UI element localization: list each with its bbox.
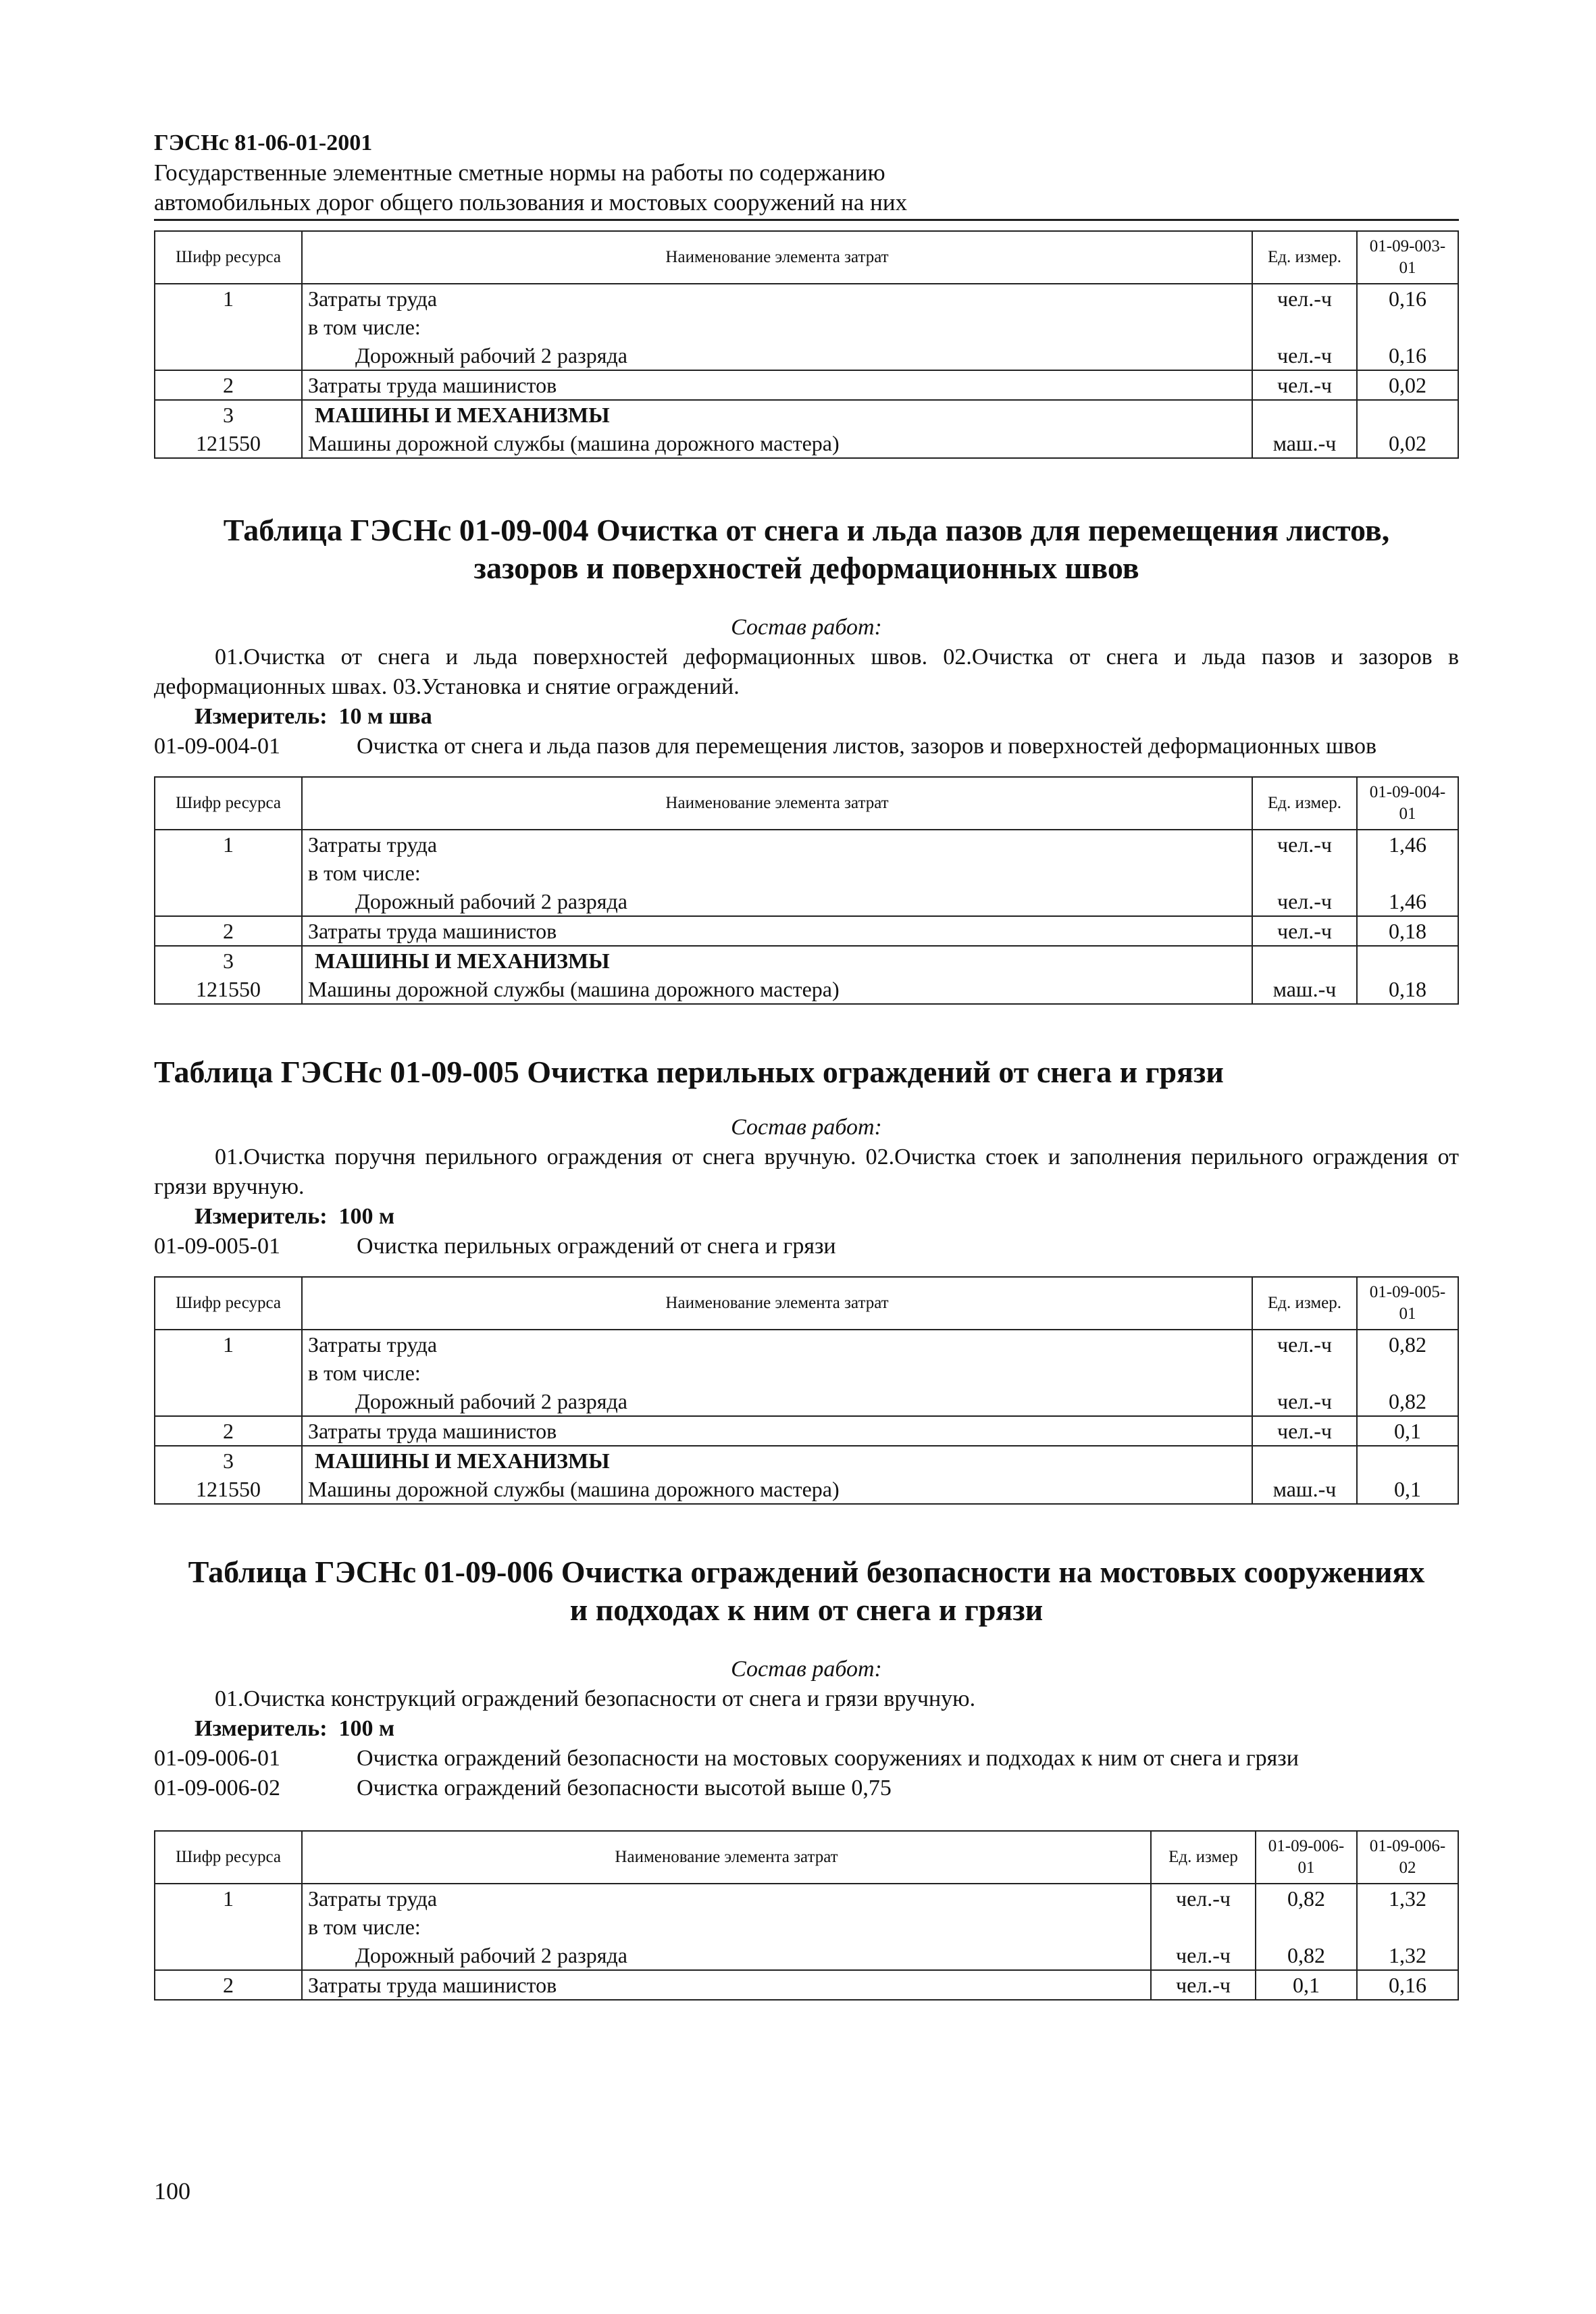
resource-code: 2 bbox=[155, 370, 302, 400]
table-title-line2: и подходах к ним от снега и грязи bbox=[569, 1592, 1044, 1627]
table-header-row bbox=[155, 777, 1458, 830]
col-cost-element: Наименование элемента затрат bbox=[302, 231, 1252, 284]
unit-cell: чел.-ч bbox=[1252, 1416, 1357, 1446]
unit-cell: чел.-ч чел.-ч bbox=[1252, 1330, 1357, 1416]
composition-heading: Состав работ: bbox=[731, 615, 882, 640]
section-01-09-004 bbox=[154, 511, 1459, 1005]
cost-element: МАШИНЫ И МЕХАНИЗМЫ Машины дорожной службы (машина дорожного мастера) bbox=[302, 1446, 1252, 1504]
norms-table-003 bbox=[154, 230, 1459, 459]
table-row bbox=[155, 1884, 1458, 1970]
cost-element: Затраты труда в том числе: Дорожный рабочий 2 разряда bbox=[302, 1884, 1151, 1970]
table-header-row bbox=[155, 1277, 1458, 1330]
value-cell: 0,18 bbox=[1357, 916, 1458, 946]
meter: Измеритель: 100 м bbox=[195, 1204, 395, 1229]
norms-table-005 bbox=[154, 1276, 1459, 1505]
table-title-line2: зазоров и поверхностей деформационных швов bbox=[473, 551, 1139, 585]
cost-element: Затраты труда машинистов bbox=[302, 1970, 1151, 2000]
col-unit: Ед. измер. bbox=[1252, 1277, 1357, 1330]
table-row bbox=[155, 400, 1458, 458]
norms-table-006 bbox=[154, 1830, 1459, 2001]
table-row bbox=[155, 284, 1458, 370]
table-row bbox=[155, 916, 1458, 946]
unit-cell: маш.-ч bbox=[1252, 946, 1357, 1004]
composition-heading: Состав работ: bbox=[731, 1115, 882, 1140]
col-norm-code: 01-09-003-01 bbox=[1357, 231, 1458, 284]
resource-code: 3 121550 bbox=[155, 1446, 302, 1504]
meter: Измеритель: 10 м шва bbox=[195, 704, 432, 729]
resource-code: 3 121550 bbox=[155, 946, 302, 1004]
table-row bbox=[155, 830, 1458, 916]
document-subtitle-line2: автомобильных дорог общего пользования и мостовых сооружений на них bbox=[154, 189, 908, 216]
composition-heading: Состав работ: bbox=[731, 1657, 882, 1682]
col-unit: Ед. измер. bbox=[1252, 777, 1357, 830]
norms-table-004 bbox=[154, 776, 1459, 1005]
resource-code: 1 bbox=[155, 1330, 302, 1416]
col-unit: Ед. измер bbox=[1151, 1831, 1256, 1884]
value-cell: 0,82 0,82 bbox=[1256, 1884, 1357, 1970]
table-row bbox=[155, 1970, 1458, 2000]
value-cell: 0,1 bbox=[1357, 1416, 1458, 1446]
value-cell: 0,02 bbox=[1357, 400, 1458, 458]
value-cell: 0,1 bbox=[1357, 1446, 1458, 1504]
table-row bbox=[155, 1330, 1458, 1416]
value-cell: 0,16 0,16 bbox=[1357, 284, 1458, 370]
value-cell: 0,18 bbox=[1357, 946, 1458, 1004]
unit-cell: чел.-ч bbox=[1151, 1970, 1256, 2000]
cost-element: МАШИНЫ И МЕХАНИЗМЫ Машины дорожной службы (машина дорожного мастера) bbox=[302, 946, 1252, 1004]
resource-code: 1 bbox=[155, 830, 302, 916]
unit-cell: чел.-ч bbox=[1252, 916, 1357, 946]
col-unit: Ед. измер. bbox=[1252, 231, 1357, 284]
table-title-line1: Таблица ГЭСНс 01-09-006 Очистка ограждений безопасности на мостовых сооружениях bbox=[188, 1555, 1425, 1589]
composition-text: 01.Очистка от снега и льда поверхностей деформационных швов. 02.Очистка от снега и льда пазов и зазоров в деформационных швах. 03.Установка и снятие ограждений. bbox=[154, 645, 1459, 699]
resource-code: 3 121550 bbox=[155, 400, 302, 458]
unit-cell: чел.-ч чел.-ч bbox=[1252, 830, 1357, 916]
unit-cell: маш.-ч bbox=[1252, 1446, 1357, 1504]
resource-code: 2 bbox=[155, 916, 302, 946]
cost-element: Затраты труда в том числе: Дорожный рабочий 2 разряда bbox=[302, 284, 1252, 370]
cost-element: Затраты труда машинистов bbox=[302, 370, 1252, 400]
value-cell: 1,46 1,46 bbox=[1357, 830, 1458, 916]
table-title-line1: Таблица ГЭСНс 01-09-004 Очистка от снега и льда пазов для перемещения листов, bbox=[223, 513, 1390, 547]
cost-element: Затраты труда машинистов bbox=[302, 916, 1252, 946]
table-title-line1: Таблица ГЭСНс 01-09-005 Очистка перильных ограждений от снега и грязи bbox=[154, 1055, 1224, 1089]
col-norm-code: 01-09-005-01 bbox=[1357, 1277, 1458, 1330]
col-norm-code: 01-09-006-02 bbox=[1357, 1831, 1458, 1884]
header-divider bbox=[154, 219, 1459, 221]
resource-code: 1 bbox=[155, 284, 302, 370]
norm-item: 01-09-006-02 Очистка ограждений безопасности высотой выше 0,75 bbox=[154, 1776, 892, 1801]
document-page bbox=[154, 128, 1459, 2001]
table-header-row bbox=[155, 1831, 1458, 1884]
document-subtitle-line1: Государственные элементные сметные нормы на работы по содержанию bbox=[154, 159, 885, 186]
col-resource-code: Шифр ресурса bbox=[155, 1831, 302, 1884]
unit-cell: маш.-ч bbox=[1252, 400, 1357, 458]
col-resource-code: Шифр ресурса bbox=[155, 1277, 302, 1330]
value-cell: 0,1 bbox=[1256, 1970, 1357, 2000]
composition-text: 01.Очистка поручня перильного ограждения от снега вручную. 02.Очистка стоек и заполнения перильного ограждения от грязи вручную. bbox=[154, 1145, 1459, 1199]
section-01-09-006 bbox=[154, 1553, 1459, 2001]
cost-element: МАШИНЫ И МЕХАНИЗМЫ Машины дорожной службы (машина дорожного мастера) bbox=[302, 400, 1252, 458]
norm-item: 01-09-004-01 Очистка от снега и льда пазов для перемещения листов, зазоров и поверхностей деформационных швов bbox=[154, 734, 1377, 759]
section-01-09-005 bbox=[154, 1053, 1459, 1505]
value-cell: 0,82 0,82 bbox=[1357, 1330, 1458, 1416]
table-header-row bbox=[155, 231, 1458, 284]
resource-code: 1 bbox=[155, 1884, 302, 1970]
col-norm-code: 01-09-006-01 bbox=[1256, 1831, 1357, 1884]
value-cell: 1,32 1,32 bbox=[1357, 1884, 1458, 1970]
table-row bbox=[155, 1446, 1458, 1504]
resource-code: 2 bbox=[155, 1416, 302, 1446]
table-row bbox=[155, 946, 1458, 1004]
cost-element: Затраты труда машинистов bbox=[302, 1416, 1252, 1446]
col-resource-code: Шифр ресурса bbox=[155, 231, 302, 284]
value-cell: 0,02 bbox=[1357, 370, 1458, 400]
meter: Измеритель: 100 м bbox=[195, 1716, 395, 1741]
cost-element: Затраты труда в том числе: Дорожный рабочий 2 разряда bbox=[302, 1330, 1252, 1416]
document-code: ГЭСНс 81-06-01-2001 bbox=[154, 130, 373, 155]
document-header bbox=[154, 128, 1459, 221]
composition-text: 01.Очистка конструкций ограждений безопасности от снега и грязи вручную. bbox=[215, 1686, 976, 1711]
unit-cell: чел.-ч bbox=[1252, 370, 1357, 400]
resource-code: 2 bbox=[155, 1970, 302, 2000]
norm-item: 01-09-006-01 Очистка ограждений безопасности на мостовых сооружениях и подходах к ним от снега и грязи bbox=[154, 1746, 1299, 1771]
col-resource-code: Шифр ресурса bbox=[155, 777, 302, 830]
unit-cell: чел.-ч чел.-ч bbox=[1252, 284, 1357, 370]
unit-cell: чел.-ч чел.-ч bbox=[1151, 1884, 1256, 1970]
norm-item: 01-09-005-01 Очистка перильных ограждений от снега и грязи bbox=[154, 1234, 836, 1259]
col-cost-element: Наименование элемента затрат bbox=[302, 1277, 1252, 1330]
table-row bbox=[155, 370, 1458, 400]
page-number: 100 bbox=[154, 2178, 190, 2205]
col-norm-code: 01-09-004-01 bbox=[1357, 777, 1458, 830]
value-cell: 0,16 bbox=[1357, 1970, 1458, 2000]
col-cost-element: Наименование элемента затрат bbox=[302, 1831, 1151, 1884]
cost-element: Затраты труда в том числе: Дорожный рабочий 2 разряда bbox=[302, 830, 1252, 916]
col-cost-element: Наименование элемента затрат bbox=[302, 777, 1252, 830]
table-row bbox=[155, 1416, 1458, 1446]
